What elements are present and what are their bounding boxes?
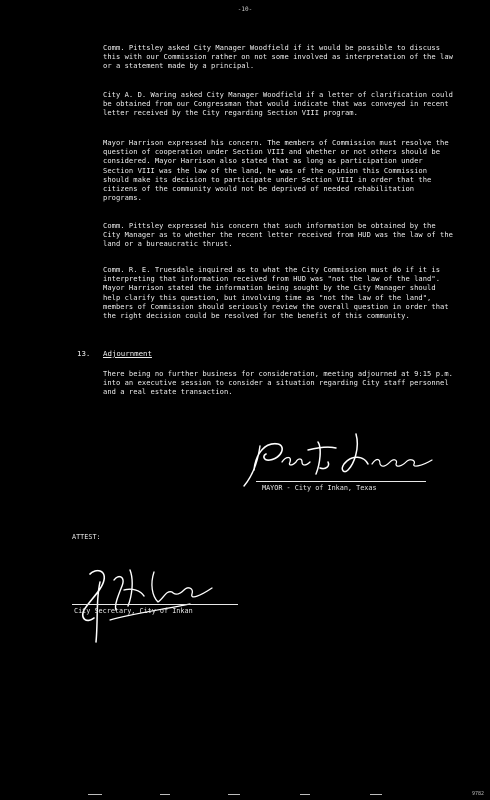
attest-label: ATTEST: <box>72 533 101 541</box>
page-number: -10- <box>237 6 253 13</box>
footer-mark <box>88 794 102 795</box>
corner-mark: 9782 <box>471 791 484 797</box>
footer-mark <box>160 794 170 795</box>
adjournment-paragraph: There being no further business for consideration, meeting adjourned at 9:15 p.m. into an executive session to consider a situation regarding City staff personnel and a real estate transaction. <box>103 369 458 397</box>
footer-mark <box>300 794 310 795</box>
paragraph-waring: City A. D. Waring asked City Manager Woodfield if a letter of clarification could be obtained from our Congressman that would indicate that was conveyed in recent letter received by the City regarding Section VIII program. <box>103 90 458 118</box>
mayor-signature-line <box>256 481 426 482</box>
mayor-caption: MAYOR - City of Inkan, Texas <box>262 484 377 492</box>
footer-mark <box>370 794 382 795</box>
footer-mark <box>228 794 240 795</box>
section-title: Adjournment <box>103 349 152 358</box>
paragraph-mayor-harrison: Mayor Harrison expressed his concern. The members of Commission must resolve the question of cooperation under Section VIII and whether or not others should be considered. Mayor Harrison also stated that as long as participation under Section VIII was the law of the land, he was of the opinion this Commission should make its decision to participate under Section VIII in order that the citizens of the community would not be deprived of needed rehabilitation programs. <box>103 138 453 203</box>
city-secretary-signature <box>70 560 220 645</box>
paragraph-pittsley-1: Comm. Pittsley asked City Manager Woodfield if it would be possible to discuss this with our Commission rather on not some involved as interpretation of the law or a statement made by a principal. <box>103 43 458 71</box>
paragraph-truesdale: Comm. R. E. Truesdale inquired as to what the City Commission must do if it is interpreting that information received from HUD was "not the law of the land". Mayor Harrison stated the information being sought by the City Manager should help clarify this question, but involving time as "not the law of the land", members of Commission should seriously review the overall question in order that the right decision could be resolved for the benefit of this community. <box>103 265 453 321</box>
secretary-signature-line <box>72 604 238 605</box>
attest-caption: City Secretary, City of Inkan <box>74 607 193 615</box>
paragraph-pittsley-2: Comm. Pittsley expressed his concern that such information be obtained by the City Manager as to whether the recent letter received from HUD was the law of the land or a bureaucratic thrust. <box>103 221 458 249</box>
section-number: 13. <box>77 349 91 358</box>
